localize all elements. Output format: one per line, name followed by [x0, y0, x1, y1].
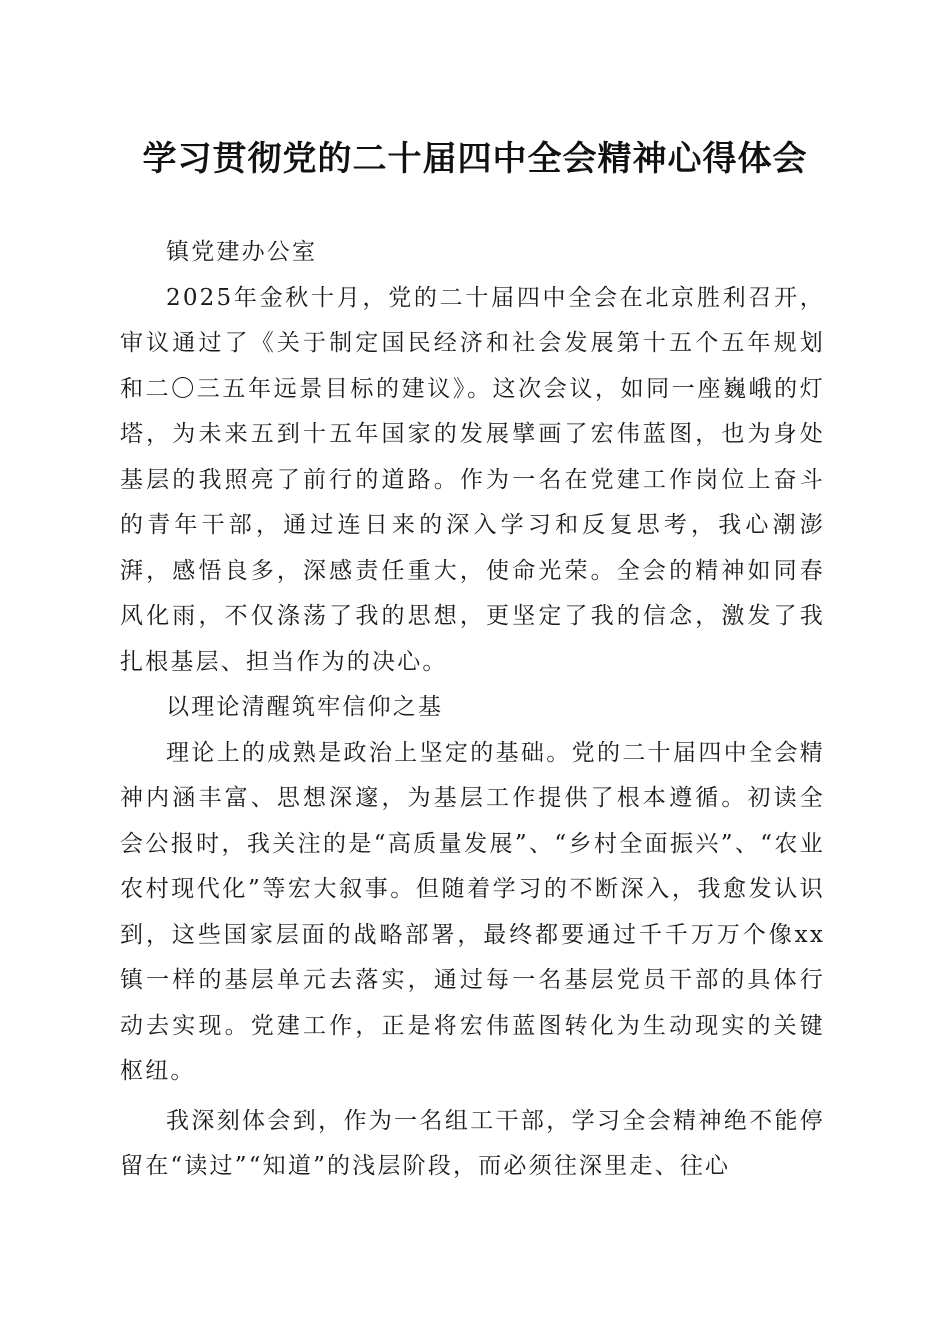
paragraph-intro: 2025年金秋十月，党的二十届四中全会在北京胜利召开，审议通过了《关于制定国民经济和社会发展第十五个五年规划和二〇三五年远景目标的建议》。这次会议，如同一座巍峨的灯塔，为未来五到十五年国家的发展擘画了宏伟蓝图，也为身处基层的我照亮了前行的道路。作为一名在党建工作岗位上奋斗的青年干部，通过连日来的深入学习和反复思考，我心潮澎湃，感悟良多，深感责任重大，使命光荣。全会的精神如同春风化雨，不仅涤荡了我的思想，更坚定了我的信念，激发了我扎根基层、担当作为的决心。	[120, 284, 825, 675]
section-heading: 以理论清醒筑牢信仰之基	[166, 694, 444, 720]
paragraph-reflection: 我深刻体会到，作为一名组工干部，学习全会精神绝不能停留在“读过”“知道”的浅层阶段，而必须往深里走、往心	[120, 1107, 825, 1179]
document-body	[120, 230, 825, 1190]
document-title: 学习贯彻党的二十届四中全会精神心得体会	[142, 139, 808, 179]
author-line: 镇党建办公室	[166, 239, 318, 265]
paragraph-theory: 理论上的成熟是政治上坚定的基础。党的二十届四中全会精神内涵丰富、思想深邃，为基层工作提供了根本遵循。初读全会公报时，我关注的是“高质量发展”、“乡村全面振兴”、“农业农村现代化”等宏大叙事。但随着学习的不断深入，我愈发认识到，这些国家层面的战略部署，最终都要通过千千万万个像xx镇一样的基层单元去落实，通过每一名基层党员干部的具体行动去实现。党建工作，正是将宏伟蓝图转化为生动现实的关键枢纽。	[120, 739, 825, 1084]
